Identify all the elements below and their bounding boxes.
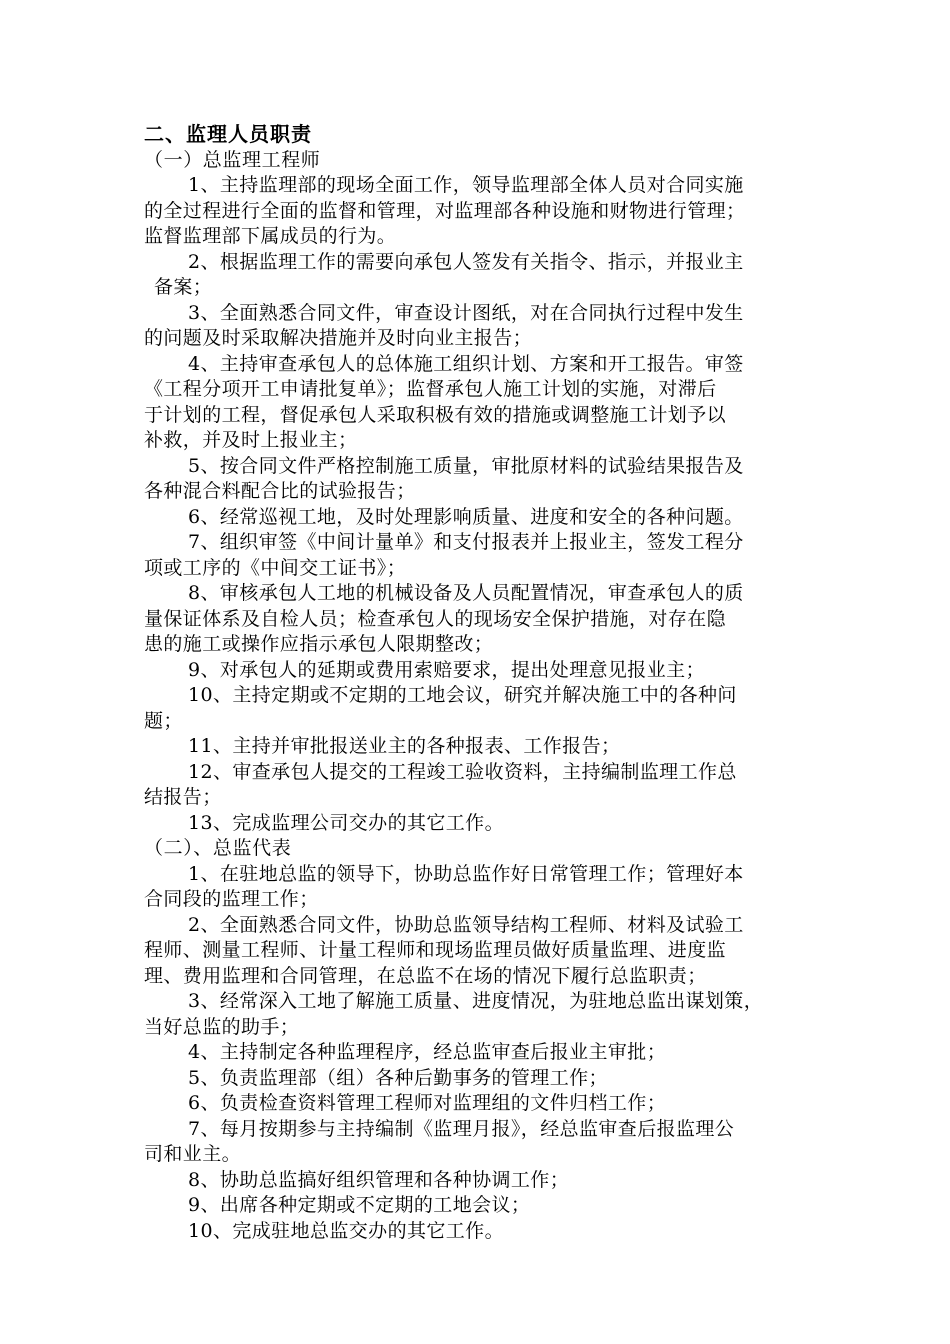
duty-line: 结报告； (144, 786, 222, 808)
duty-line: 1、在驻地总监的领导下，协助总监作好日常管理工作；管理好本 (188, 862, 744, 885)
duty-line: 3、经常深入工地了解施工质量、进度情况，为驻地总监出谋划策， (188, 990, 764, 1012)
duty-line: 5、按合同文件严格控制施工质量，审批原材料的试验结果报告及 (188, 454, 744, 477)
duty-line: 10、完成驻地总监交办的其它工作。 (188, 1219, 504, 1242)
duty-line: 4、主持审查承包人的总体施工组织计划、方案和开工报告。审签 (188, 352, 744, 375)
duty-line: 各种混合料配合比的试验报告； (144, 480, 416, 502)
duty-line: 当好总监的助手； (144, 1015, 300, 1038)
duty-line: 12、审查承包人提交的工程竣工验收资料，主持编制监理工作总 (188, 760, 737, 783)
duty-line: 合同段的监理工作； (144, 888, 319, 910)
duty-line: 3、全面熟悉合同文件，审查设计图纸，对在合同执行过程中发生 (188, 301, 744, 324)
duty-line: 4、主持制定各种监理程序，经总监审查后报业主审批； (188, 1041, 667, 1063)
duty-line: 8、协助总监搞好组织管理和各种协调工作； (188, 1168, 570, 1191)
document-page (144, 122, 834, 1244)
duty-line: 1、主持监理部的现场全面工作，领导监理部全体人员对合同实施 (188, 174, 744, 196)
duty-line: 程师、测量工程师、计量工程师和现场监理员做好质量监理、进度监 (144, 939, 727, 961)
duty-line: 于计划的工程，督促承包人采取积极有效的措施或调整施工计划予以 (144, 403, 727, 426)
duty-line: 7、组织审签《中间计量单》和支付报表并上报业主，签发工程分 (188, 531, 744, 553)
chief-engineer-duties (144, 173, 834, 836)
duty-line: 6、经常巡视工地，及时处理影响质量、进度和安全的各种问题。 (188, 505, 744, 528)
duty-line: 量保证体系及自检人员；检查承包人的现场安全保护措施，对存在隐 (144, 607, 727, 630)
duty-line: 的全过程进行全面的监督和管理，对监理部各种设施和财物进行管理； (144, 199, 746, 222)
duty-line: 2、根据监理工作的需要向承包人签发有关指令、指示，并报业主 (188, 250, 744, 273)
duty-line: 9、出席各种定期或不定期的工地会议； (188, 1194, 531, 1216)
subsection-title-chief-engineer: （一）总监理工程师 (144, 148, 321, 171)
duty-line: 司和业主。 (144, 1143, 242, 1165)
duty-line: 7、每月按期参与主持编制《监理月报》，经总监审查后报监理公 (188, 1117, 735, 1140)
duty-line: 2、全面熟悉合同文件，协助总监领导结构工程师、材料及试验工 (188, 913, 744, 936)
duty-line: 11、主持并审批报送业主的各种报表、工作报告； (188, 735, 621, 757)
duty-line: 13、完成监理公司交办的其它工作。 (188, 811, 504, 834)
duty-line: 9、对承包人的延期或费用索赔要求，提出处理意见报业主； (188, 658, 705, 681)
duty-line: 5、负责监理部（组）各种后勤事务的管理工作； (188, 1066, 608, 1089)
section-heading: 二、监理人员职责 (144, 122, 312, 146)
duty-line: 患的施工或操作应指示承包人限期整改； (144, 633, 494, 655)
duty-line: 10、主持定期或不定期的工地会议，研究并解决施工中的各种问 (188, 684, 737, 706)
duty-line: 8、审核承包人工地的机械设备及人员配置情况，审查承包人的质 (188, 582, 744, 604)
duty-line: 6、负责检查资料管理工程师对监理组的文件归档工作； (188, 1092, 667, 1114)
duty-line: 理、费用监理和合同管理，在总监不在场的情况下履行总监职责； (144, 964, 707, 987)
duty-line: 项或工序的《中间交工证书》； (144, 556, 407, 579)
duty-line: 的问题及时采取解决措施并及时向业主报告； (144, 327, 533, 349)
duty-line: 监督监理部下属成员的行为。 (144, 225, 397, 247)
duty-line: 备案； (154, 276, 213, 298)
duty-line: 《工程分项开工申请批复单》；监督承包人施工计划的实施，对滞后 (144, 378, 717, 400)
duty-line: 题； (144, 709, 183, 732)
deputy-duties (144, 862, 834, 1245)
duty-line: 补救，并及时上报业主； (144, 429, 358, 451)
subsection-title-deputy: （二）、总监代表 (144, 837, 292, 859)
